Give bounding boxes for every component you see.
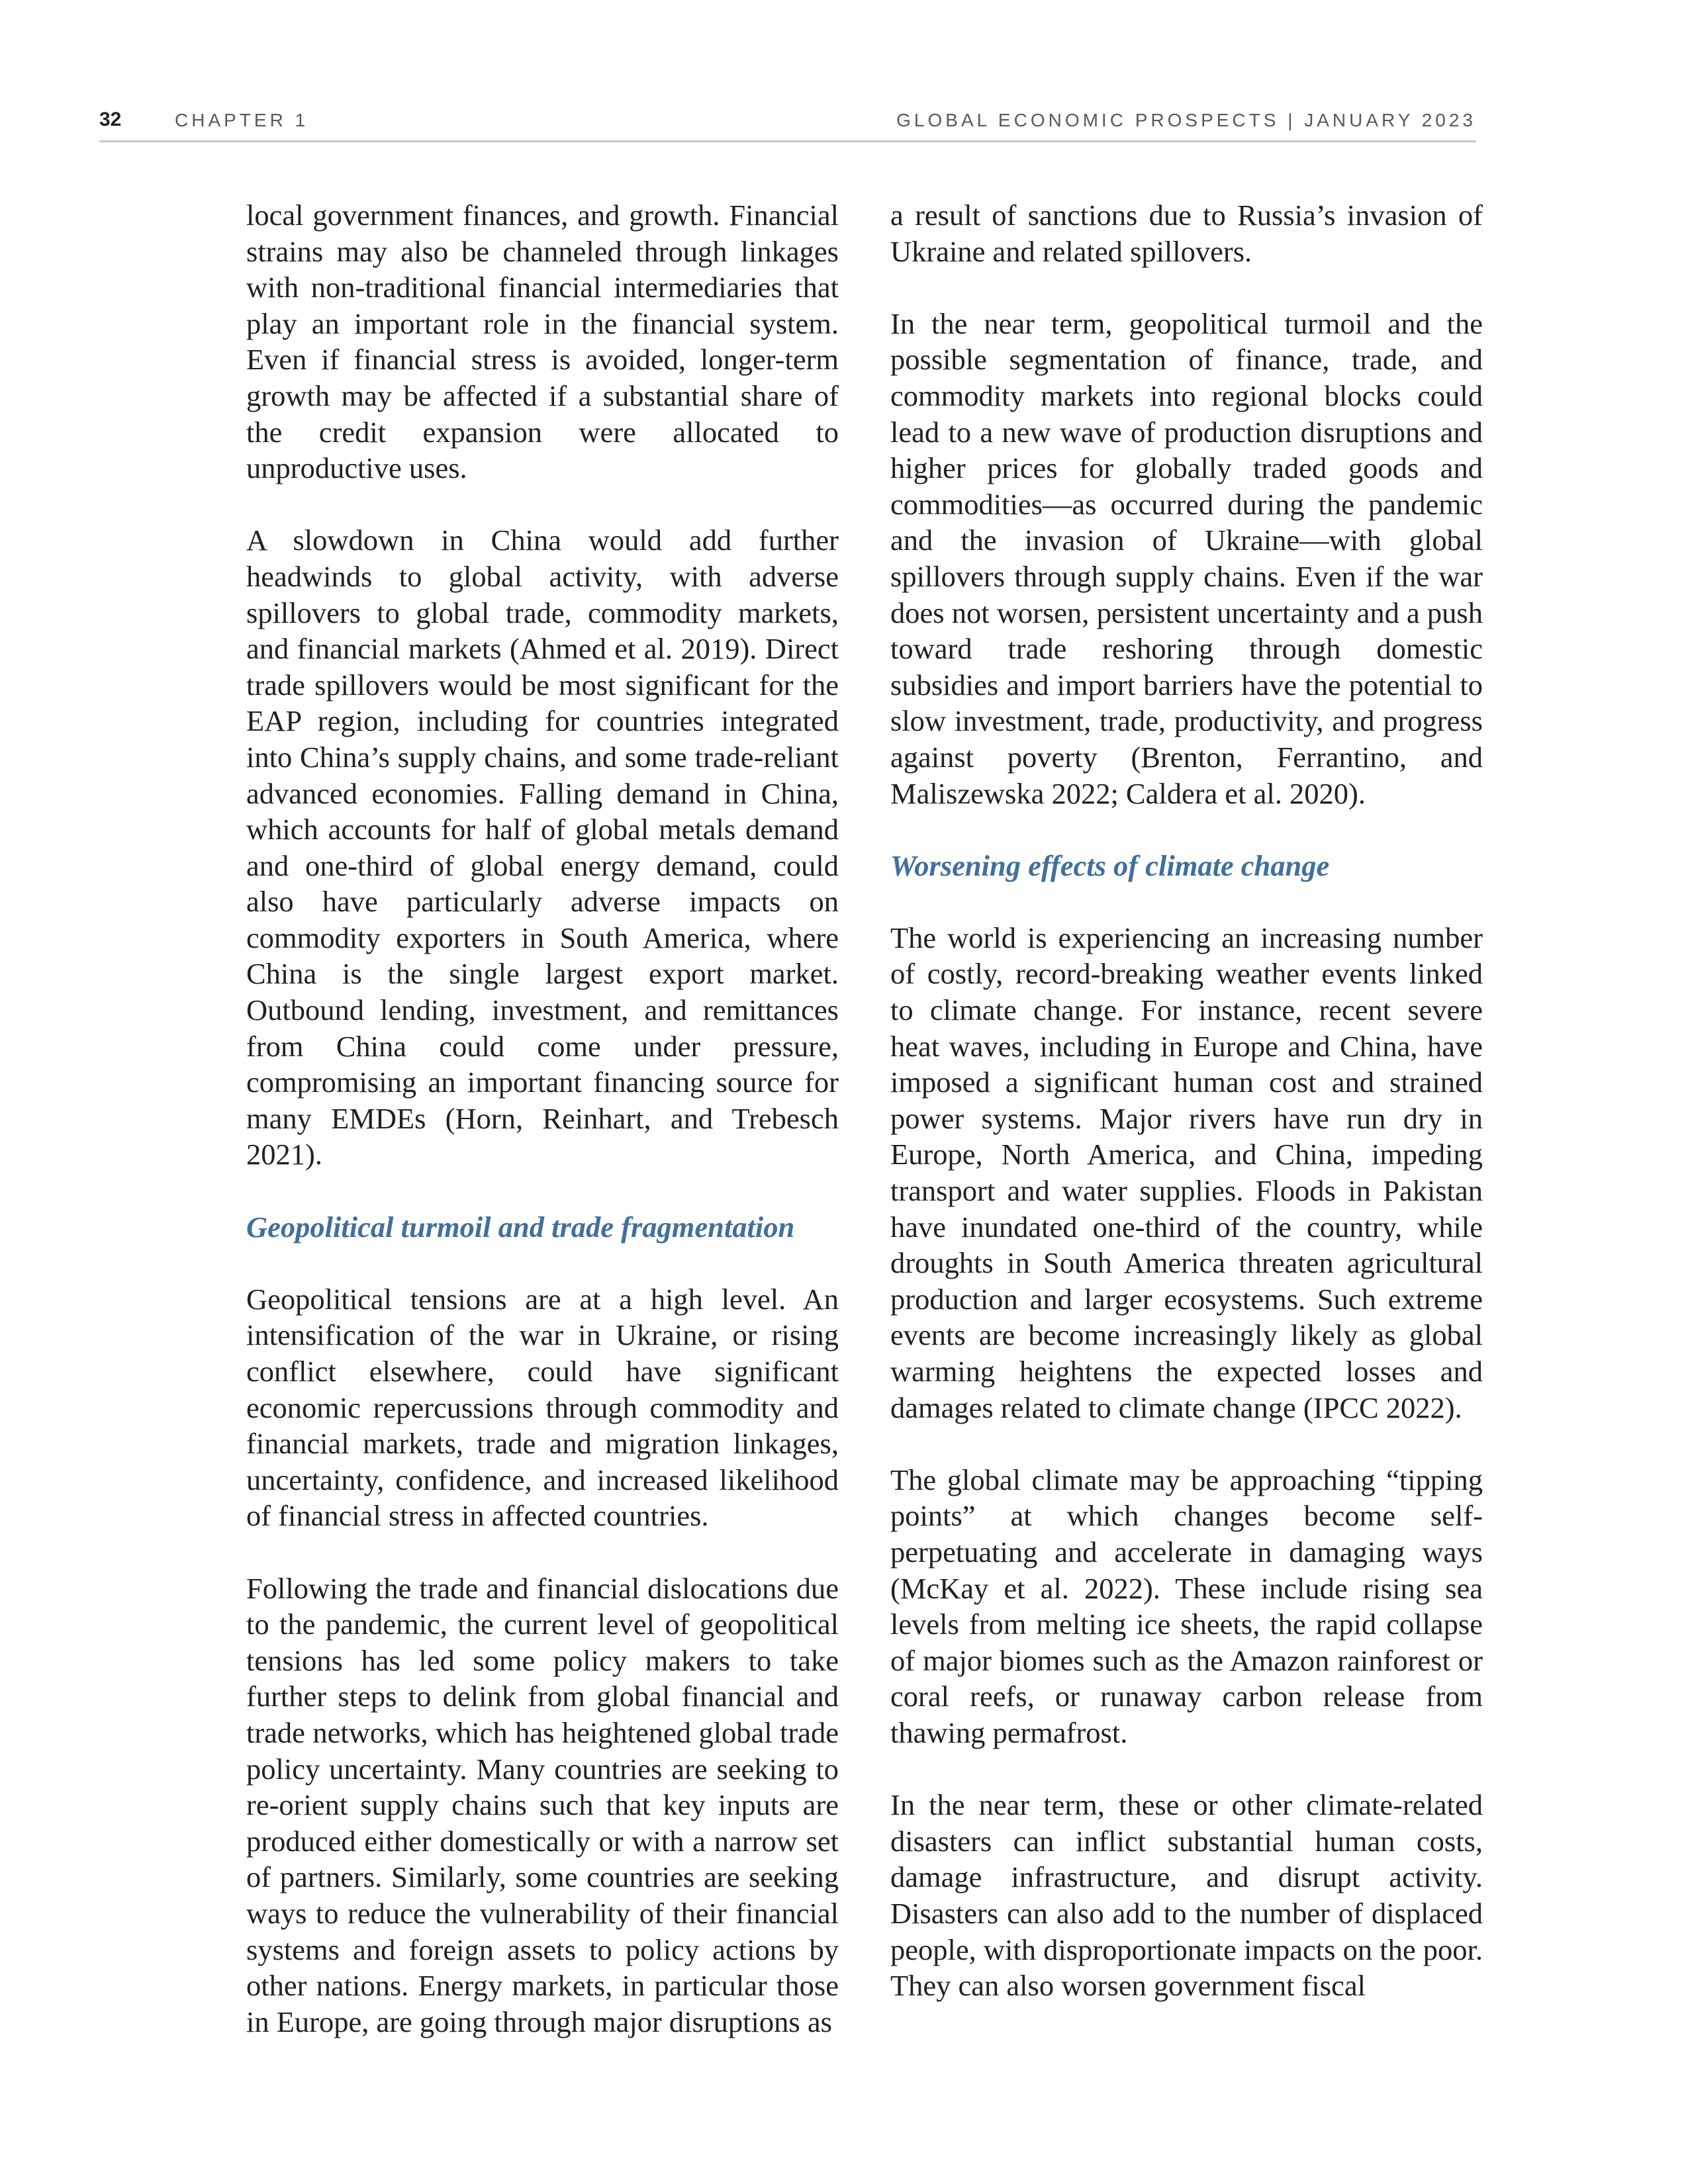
paragraph: The global climate may be approaching “tipping points” at which changes become self-perpetuating and accelerate in damaging ways (McKay et al. 2022). These include rising sea levels from melting ice sheets, the rapid collapse of major biomes such as the Amazon rainforest or coral reefs, or runaway carbon release from thawing permafrost. (890, 1463, 1483, 1749)
chapter-label: CHAPTER 1 (175, 110, 309, 130)
paragraph: In the near term, these or other climate-related disasters can inflict substantial human costs, damage infrastructure, and disrupt activity. Disasters can also add to the number of displaced people, with disproportionate impacts on the poor. They can also worsen government fiscal (890, 1788, 1483, 2003)
paragraph: local government finances, and growth. Financial strains may also be channeled through linkages with non-traditional financial intermediaries that play an important role in the financial system. Even if financial stress is avoided, longer-term growth may be affected if a substantial share of the credit expansion were allocated to unproductive uses. (246, 199, 839, 485)
section-heading: Geopolitical turmoil and trade fragmentation (246, 1210, 795, 1244)
page-number: 32 (99, 109, 122, 130)
paragraph: The world is experiencing an increasing number of costly, record-breaking weather events linked to climate change. For instance, recent severe heat waves, including in Europe and China, have imposed a significant human cost and strained power systems. Major rivers have run dry in Europe, North America, and China, impeding transport and water supplies. Floods in Pakistan have inundated one-third of the country, while droughts in South America threaten agricultural production and larger ecosystems. Such extreme events are become increasingly likely as global warming heightens the expected losses and damages related to climate change (IPCC 2022). (890, 921, 1483, 1424)
paragraph: Geopolitical tensions are at a high level. An intensification of the war in Ukraine, or rising conflict elsewhere, could have significant economic repercussions through commodity and financial markets, trade and migration linkages, uncertainty, confidence, and increased likelihood of financial stress in affected countries. (246, 1282, 839, 1533)
left-column (246, 197, 839, 2076)
page-header (99, 106, 1476, 142)
paragraph: In the near term, geopolitical turmoil and the possible segmentation of finance, trade, and commodity markets into regional blocks could lead to a new wave of production disruptions and higher prices for globally traded goods and commodities—as occurred during the pandemic and the invasion of Ukraine—with global spillovers through supply chains. Even if the war does not worsen, persistent uncertainty and a push toward trade reshoring through domestic subsidies and import barriers have the potential to slow investment, trade, productivity, and progress against poverty (Brenton, Ferrantino, and Maliszewska 2022; Caldera et al. 2020). (890, 306, 1483, 810)
section-heading: Worsening effects of climate change (890, 848, 1330, 882)
paragraph: Following the trade and financial dislocations due to the pandemic, the current level of geopolitical tensions has led some policy makers to take further steps to delink from global financial and trade networks, which has heightened global trade policy uncertainty. Many countries are seeking to re-orient supply chains such that key inputs are produced either domestically or with a narrow set of partners. Similarly, some countries are seeking ways to reduce the vulnerability of their financial systems and foreign assets to policy actions by other nations. Energy markets, in particular those in Europe, are going through major disruptions as (246, 1571, 839, 2038)
paragraph: a result of sanctions due to Russia’s invasion of Ukraine and related spillovers. (890, 199, 1483, 268)
paragraph: A slowdown in China would add further headwinds to global activity, with adverse spillovers to global trade, commodity markets, and financial markets (Ahmed et al. 2019). Direct trade spillovers would be most significant for the EAP region, including for countries integrated into China’s supply chains, and some trade-reliant advanced economies. Falling demand in China, which accounts for half of global metals demand and one-third of global energy demand, could also have particularly adverse impacts on commodity exporters in South America, where China is the single largest export market. Outbound lending, investment, and remittances from China could come under pressure, compromising an important financing source for many EMDEs (Horn, Reinhart, and Trebesch 2021). (246, 523, 839, 1171)
running-title: GLOBAL ECONOMIC PROSPECTS | JANUARY 2023 (896, 110, 1476, 130)
right-column (890, 197, 1483, 2040)
